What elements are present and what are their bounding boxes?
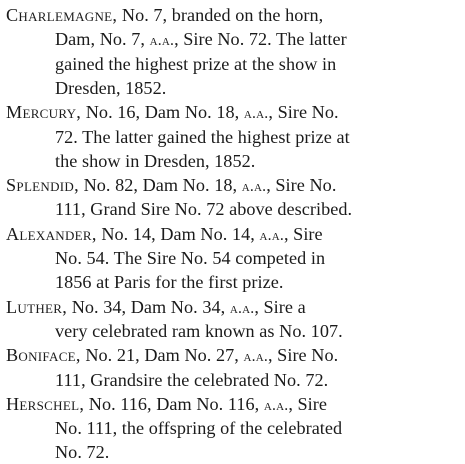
- entry-heading-line: [6, 344, 338, 367]
- ram-name: Mercury,: [6, 102, 82, 123]
- entry-text: No. 72.: [55, 442, 110, 463]
- entry-text: 1856 at Paris for the first prize.: [55, 272, 284, 293]
- abbreviation-aa: a.a.: [149, 32, 175, 50]
- entry-heading-line: [6, 296, 306, 319]
- entry-continuation-line: [55, 126, 350, 149]
- abbreviation-aa: a.a.: [229, 299, 255, 317]
- entry-heading-line: [6, 174, 336, 197]
- entry-text: the show in Dresden, 1852.: [55, 150, 256, 171]
- entry-text: gained the highest prize at the show in: [55, 53, 337, 74]
- ram-name: Alexander,: [6, 223, 97, 244]
- ram-name: Splendid,: [6, 175, 79, 196]
- entry-text: 111, Grand Sire No. 72 above described.: [55, 199, 353, 220]
- entry-text: No. 82, Dam No. 18,: [78, 175, 242, 196]
- entry-text: , Sire No. 72. The latter: [174, 29, 347, 50]
- ram-name: Herschel,: [6, 393, 85, 414]
- entry-text: , Sire a: [254, 296, 306, 317]
- entry-text: No. 16, Dam No. 18,: [81, 102, 244, 123]
- entry-continuation-line: [55, 271, 283, 294]
- entry-continuation-line: [55, 28, 347, 51]
- abbreviation-aa: a.a.: [263, 396, 289, 414]
- entry-text: very celebrated ram known as No. 107.: [55, 320, 343, 341]
- abbreviation-aa: a.a.: [241, 178, 267, 196]
- abbreviation-aa: a.a.: [243, 348, 268, 366]
- entry-continuation-line: [55, 198, 352, 221]
- entry-continuation-line: [55, 247, 325, 270]
- abbreviation-aa: a.a.: [259, 226, 284, 244]
- entry-text: , Sire No.: [266, 175, 337, 196]
- ram-name: Luther,: [6, 296, 68, 317]
- entry-heading-line: [6, 4, 323, 27]
- entry-text: No. 54. The Sire No. 54 competed in: [55, 248, 326, 268]
- entry-text: No. 14, Dam No. 14,: [96, 223, 260, 244]
- ram-name: Charlemagne,: [6, 5, 118, 25]
- entry-text: No. 34, Dam No. 34,: [67, 296, 230, 317]
- entry-continuation-line: [55, 77, 166, 100]
- entry-text: Dresden, 1852.: [55, 77, 167, 98]
- entry-text: 72. The latter gained the highest prize at: [55, 126, 350, 147]
- entry-continuation-line: [55, 320, 343, 343]
- entry-heading-line: [6, 101, 339, 124]
- entry-continuation-line: [55, 53, 336, 76]
- ram-name: Boniface,: [6, 345, 81, 366]
- entry-text: No. 111, the offspring of the celebrated: [55, 418, 343, 439]
- entry-text: , Sire No.: [267, 345, 339, 366]
- entry-heading-line: [6, 223, 323, 246]
- entry-text: , Sire: [283, 223, 323, 244]
- entry-text: No. 116, Dam No. 116,: [84, 393, 264, 414]
- entry-text: No. 7, branded on the horn,: [117, 5, 324, 25]
- entry-text: Dam, No. 7,: [55, 29, 150, 50]
- entry-heading-line: [6, 393, 327, 416]
- entry-text: No. 21, Dam No. 27,: [80, 345, 244, 366]
- entry-continuation-line: [55, 441, 109, 464]
- entry-continuation-line: [55, 369, 328, 392]
- entry-text: , Sire No.: [268, 102, 339, 123]
- entry-text: 111, Grandsire the celebrated No. 72.: [55, 369, 329, 390]
- entry-continuation-line: [55, 150, 255, 173]
- entry-text: , Sire: [288, 393, 328, 414]
- abbreviation-aa: a.a.: [243, 105, 269, 123]
